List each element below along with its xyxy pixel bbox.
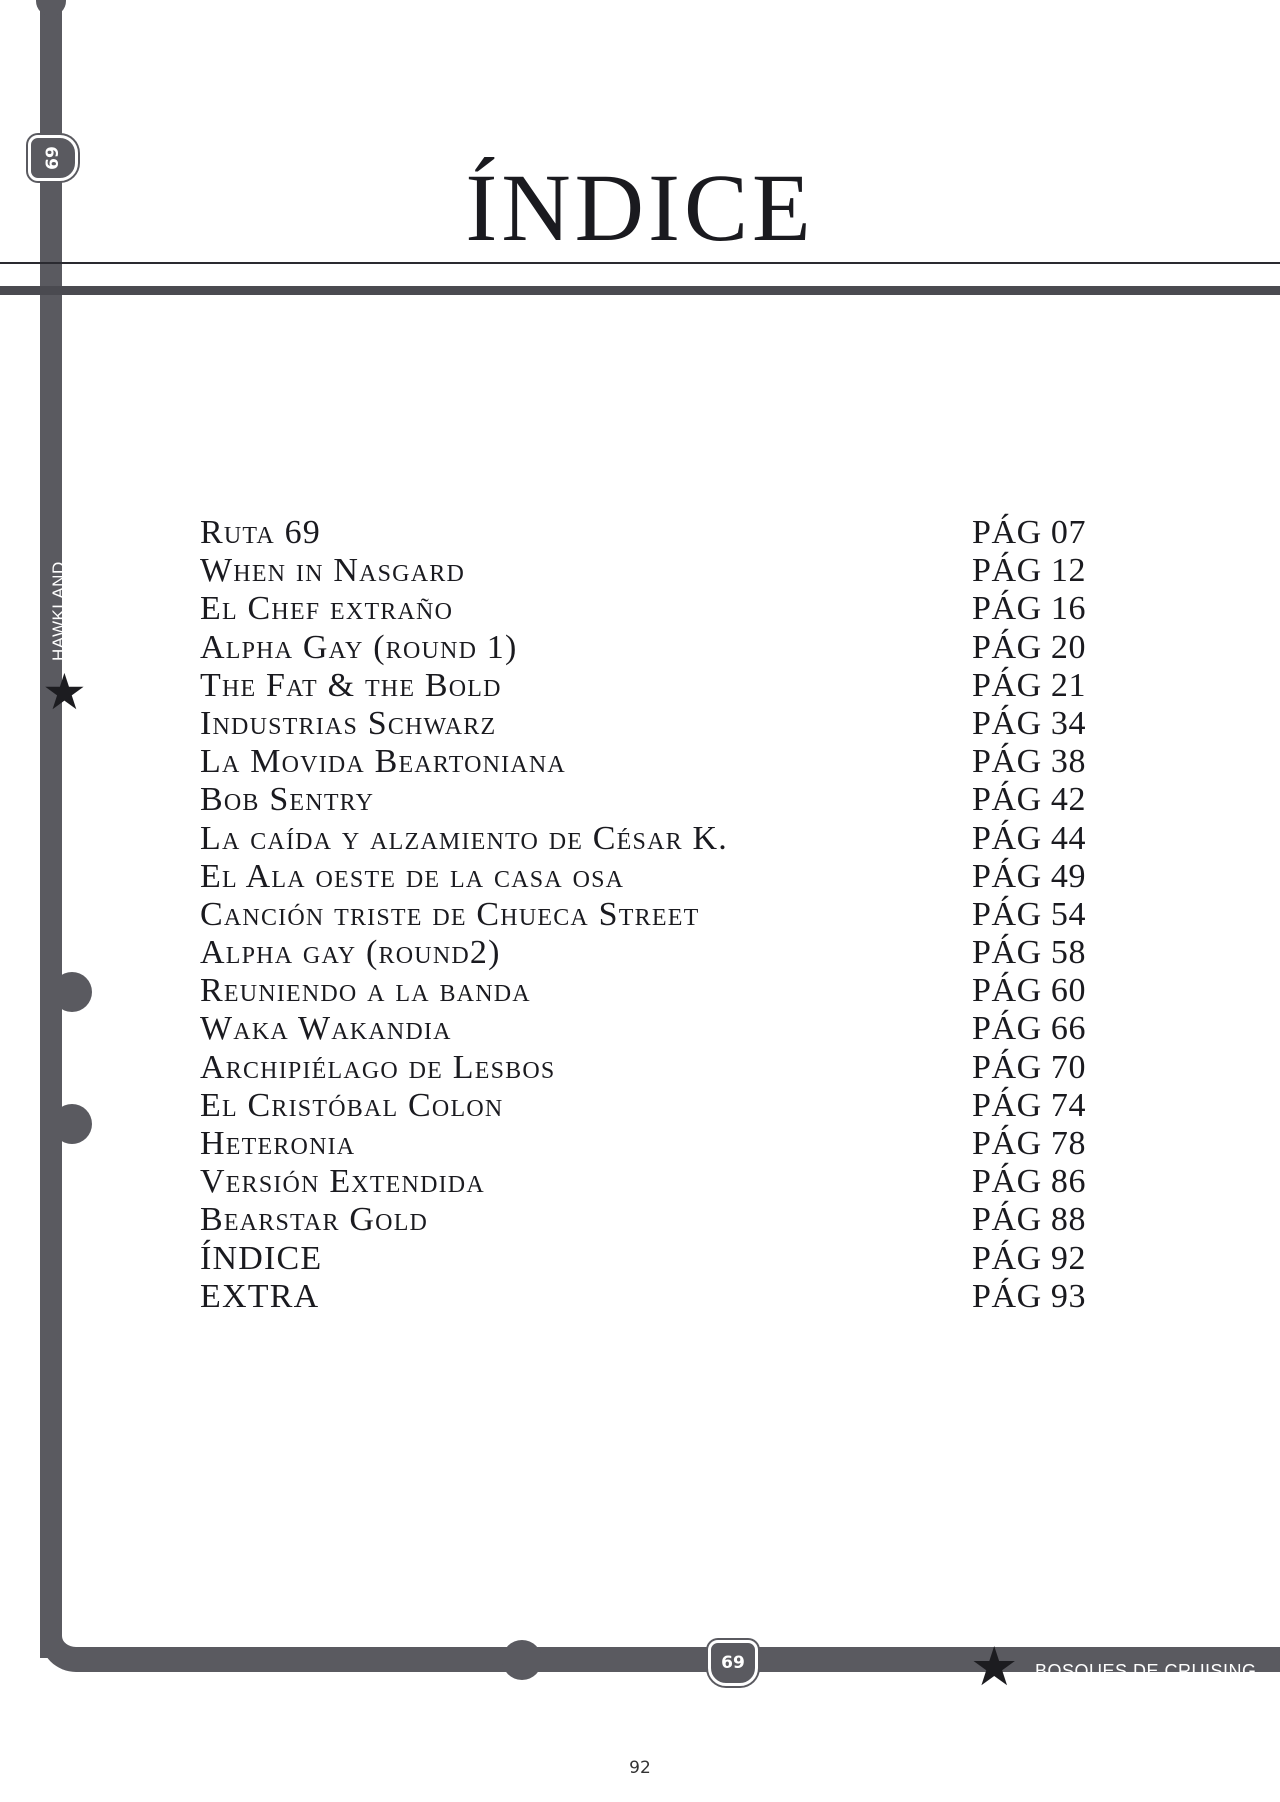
toc-entry-title: Heteronia (200, 1125, 356, 1162)
toc-entry-title: Versión Extendida (200, 1163, 485, 1201)
toc-entry (200, 667, 1100, 705)
toc-entry-page: PÁG 20 (972, 628, 1087, 666)
toc-entry-title: Alpha gay (round2) (200, 934, 501, 972)
route-69-shield-icon: 69 (708, 1640, 758, 1686)
toc-entry-title: Industrias Schwarz (200, 704, 497, 742)
toc-entry-page: PÁG 42 (972, 781, 1087, 819)
page-number: 92 (629, 1758, 651, 1778)
toc-entry-page: PÁG 74 (972, 1086, 1087, 1124)
toc-entry-page: PÁG 93 (972, 1277, 1087, 1315)
toc-entry-page: PÁG 92 (972, 1239, 1087, 1277)
toc-entry (200, 820, 1100, 858)
toc-entry (200, 1049, 1100, 1087)
route-stop-dot (52, 972, 92, 1012)
table-of-contents (200, 514, 1100, 1316)
toc-entry-title: Canción triste de Chueca Street (200, 895, 700, 933)
toc-entry-title: Bob Sentry (200, 781, 375, 819)
hawkland-label: HAWKLAND (49, 561, 68, 661)
toc-entry-title: Waka Wakandia (200, 1010, 452, 1048)
toc-entry-page: PÁG 78 (972, 1125, 1087, 1162)
toc-entry-title: La Movida Beartoniana (200, 743, 566, 781)
toc-entry-title: El Chef extraño (200, 590, 454, 628)
toc-entry (200, 896, 1100, 934)
toc-entry-title: Reuniendo a la banda (200, 972, 531, 1010)
toc-entry-title: Alpha Gay (round 1) (200, 628, 518, 666)
page-title: ÍNDICE (465, 154, 815, 261)
title-rule-thick (0, 286, 1280, 295)
toc-entry-title: Archipiélago de Lesbos (200, 1048, 556, 1086)
toc-entry-title: La caída y alzamiento de César K. (200, 819, 728, 857)
toc-entry-title: El Cristóbal Colon (200, 1086, 504, 1124)
toc-entry-page: PÁG 86 (972, 1163, 1087, 1201)
toc-entry (200, 1163, 1100, 1201)
star-icon: ★ (970, 1635, 1019, 1698)
star-icon: ★ (42, 663, 87, 721)
toc-entry-page: PÁG 54 (972, 895, 1087, 933)
toc-entry-page: PÁG 58 (972, 934, 1087, 972)
toc-entry-page: PÁG 34 (972, 704, 1087, 742)
toc-entry (200, 590, 1100, 628)
toc-entry-page: PÁG 60 (972, 972, 1087, 1010)
toc-entry (200, 1087, 1100, 1125)
toc-entry-title: Bearstar Gold (200, 1201, 429, 1239)
toc-entry (200, 1240, 1100, 1278)
toc-entry-title: El Ala oeste de la casa osa (200, 857, 625, 895)
toc-entry (200, 552, 1100, 590)
toc-entry-title: Ruta 69 (200, 514, 321, 551)
toc-entry-title: EXTRA (200, 1277, 320, 1315)
toc-entry (200, 1125, 1100, 1163)
toc-entry-page: PÁG 88 (972, 1201, 1087, 1239)
toc-entry-page: PÁG 44 (972, 819, 1087, 857)
toc-entry (200, 743, 1100, 781)
toc-entry (200, 781, 1100, 819)
toc-entry-page: PÁG 21 (972, 666, 1087, 704)
toc-entry-page: PÁG 38 (972, 743, 1087, 781)
route-stop-dot (502, 1640, 542, 1680)
toc-entry (200, 705, 1100, 743)
toc-entry (200, 858, 1100, 896)
toc-entry-title: When in Nasgard (200, 552, 465, 590)
toc-entry (200, 934, 1100, 972)
toc-entry-page: PÁG 70 (972, 1048, 1087, 1086)
toc-entry-page: PÁG 49 (972, 857, 1087, 895)
route-stop-dot (52, 1104, 92, 1144)
toc-entry (200, 1278, 1100, 1316)
toc-entry-page: PÁG 07 (972, 514, 1087, 551)
toc-entry-page: PÁG 12 (972, 552, 1087, 590)
toc-entry-page: PÁG 16 (972, 590, 1087, 628)
toc-entry (200, 972, 1100, 1010)
route-69-shield-icon: 69 (28, 135, 78, 181)
bosques-de-cruising-label: BOSQUES DE CRUISING (1035, 1661, 1257, 1681)
title-rule-thin (0, 262, 1280, 264)
toc-entry-page: PÁG 66 (972, 1010, 1087, 1048)
toc-entry (200, 629, 1100, 667)
toc-entry (200, 1201, 1100, 1239)
toc-entry-title: The Fat & the Bold (200, 666, 502, 704)
toc-entry (200, 514, 1100, 552)
toc-entry (200, 1010, 1100, 1048)
toc-entry-title: ÍNDICE (200, 1239, 323, 1277)
